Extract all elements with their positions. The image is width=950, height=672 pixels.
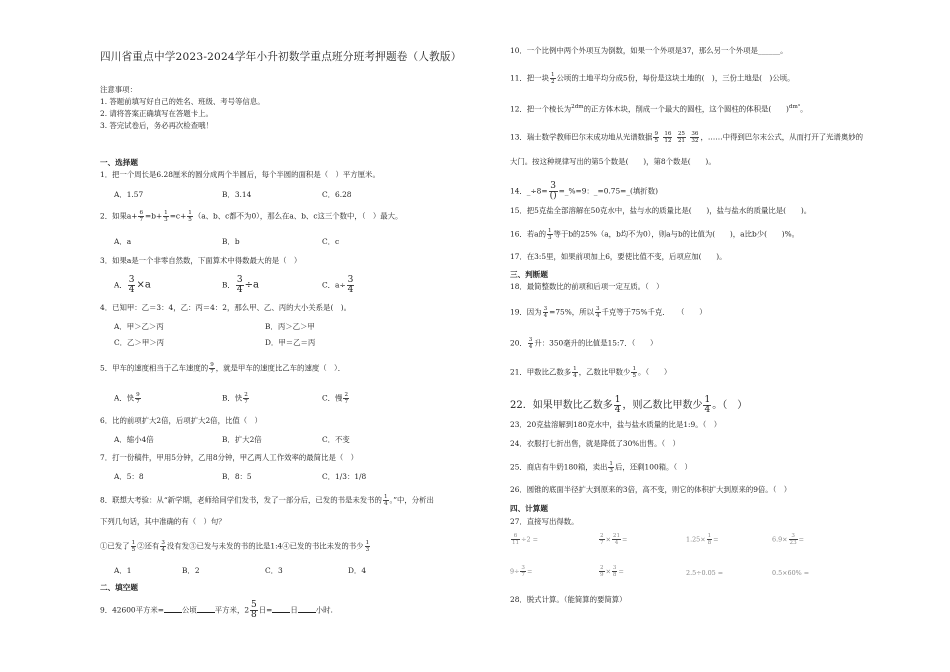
fraction: $\frac{1}{3}$ (609, 461, 613, 474)
q8-option-a[interactable]: A．1 (114, 566, 132, 575)
question-6: 6．比的前项扩大2倍，后项扩大2倍，比值（ ） (100, 416, 262, 425)
q2-option-c[interactable]: C．c (322, 237, 340, 246)
fraction: $\frac{2}{9}$ (600, 565, 604, 578)
fraction: $\frac{6}{7}$ (139, 210, 144, 223)
section-judge: 三、判断题 (510, 270, 548, 279)
q5-option-c[interactable]: C．慢 $\frac{2}{7}$ (322, 392, 348, 405)
q8-option-c[interactable]: C．3 (265, 566, 283, 575)
fraction: $\frac{1}{4}$ (704, 395, 711, 415)
fraction: $\frac{3}{4}$ (528, 337, 533, 350)
q4-option-b[interactable]: B．丙＞乙＞甲 (265, 322, 315, 331)
question-20: 20． $\frac{3}{4}$ 升：350毫升的比值是15:7．（ ） (510, 337, 658, 350)
answer-blank[interactable] (164, 605, 182, 613)
calc-item: $\frac{2}{7}$ × $\frac{21}{4}$ = (600, 533, 628, 546)
q2-text: =b+ (145, 211, 163, 221)
question-12: 12．把一个棱长为$^{2dm}$的正方体木块，削成一个最大的圆柱，这个圆柱的体积是( )$^{dm^3}$。 (510, 104, 808, 114)
question-4: 4．已知甲：乙＝3：4，乙：丙＝4：2，那么甲、乙、丙的大小关系是( )。 (100, 303, 351, 312)
question-19: 19．因为 $\frac{3}{4}$ =75%，所以 $\frac{3}{4}$ 千克等于75%千克． （ ） (510, 306, 707, 319)
fraction: $\frac{25}{21}$ (677, 131, 685, 144)
q6-option-b[interactable]: B．扩大2倍 (222, 435, 262, 444)
question-7: 7．打一份稿件，甲用5分钟，乙用8分钟，甲乙两人工作效率的最简比是（ ） (100, 453, 359, 462)
fraction: $\frac{1}{4}$ (614, 395, 621, 415)
fraction: $\frac{36}{32}$ (691, 131, 699, 144)
fraction: $\frac{1}{5}$ (188, 210, 192, 223)
fraction: $\frac{16}{12}$ (664, 131, 672, 144)
section-calc: 四、计算题 (510, 504, 548, 513)
fraction: $\frac{3}{()}$ (549, 181, 557, 201)
right-column (510, 0, 910, 672)
q3-option-c[interactable]: C．a÷ $\frac{3}{4}$ (322, 275, 354, 295)
fraction: $\frac{1}{4}$ (573, 366, 577, 379)
q3-option-b[interactable]: B． $\frac{3}{4}$ ÷a (222, 275, 259, 295)
question-14: 14．_÷8= $\frac{3}{()}$ =_%=9：_=0.75=_(填折数) (510, 181, 658, 201)
q13-line-2: 大门。按这种规律写出的第5个数是( )，第8个数是( )。 (510, 157, 716, 166)
question-13: 13．瑞士数学教师巴尔末成功地从光谱数据 $\frac{9}{5}$ $\frac{16}{12}$ $\frac{25}{21}$ $\frac{36}{32}$ ，……中得到巴尔末公式，从而打开了光谱奥妙的 (510, 131, 864, 144)
fraction: $\frac{6}{11}$ (512, 533, 520, 546)
question-10: 10．一个比例中两个外项互为倒数，如果一个外项是37，那么另一个外项是______。 (510, 46, 788, 55)
q1-option-c[interactable]: C．6.28 (322, 190, 352, 199)
calc-item: 0.5×60% = (772, 569, 810, 577)
answer-blank[interactable] (197, 605, 215, 613)
fraction: $\frac{3}{4}$ (128, 275, 135, 295)
q4-option-a[interactable]: A．甲＞乙＞丙 (114, 322, 164, 331)
fraction: $\frac{5}{8}$ (251, 600, 257, 620)
fraction: $\frac{3}{8}$ (612, 565, 617, 578)
fraction: $\frac{3}{23}$ (789, 533, 797, 546)
q5-option-a[interactable]: A．快 $\frac{9}{7}$ (114, 392, 140, 405)
notice-heading: 注意事项： (100, 85, 137, 94)
question-3: 3．如果a是一个非零自然数，下面算术中得数最大的是（ ） (100, 256, 302, 265)
question-23: 23．20克盐溶解到180克水中，盐与盐水质量的比是1:9。（ ） (510, 420, 722, 429)
left-column (100, 0, 495, 672)
q2-text: 2．如果a+ (100, 211, 138, 221)
q1-option-a[interactable]: A．1.57 (114, 190, 144, 199)
q2-option-a[interactable]: A．a (114, 237, 132, 246)
q8-option-d[interactable]: D．4 (348, 566, 367, 575)
fraction: $\frac{2}{7}$ (344, 392, 348, 405)
q1-option-b[interactable]: B．3.14 (222, 190, 252, 199)
fraction: $\frac{21}{4}$ (612, 533, 621, 546)
question-16: 16．若a的 $\frac{1}{3}$ 等于b的25%（a，b均不为0），则a与b的比值为( )，a比b少( )%。 (510, 228, 800, 241)
question-28: 28．脱式计算。（能简算的要简算） (510, 595, 627, 604)
q5-option-b[interactable]: B．快 $\frac{2}{7}$ (222, 392, 248, 405)
q4-option-c[interactable]: C．乙＞甲＞丙 (114, 338, 164, 347)
q7-option-b[interactable]: B．8：5 (222, 472, 252, 481)
q7-option-c[interactable]: C．1/3：1/8 (322, 472, 367, 481)
fraction: $\frac{2}{7}$ (600, 533, 604, 546)
question-8: 8．联想大考验：从“新学期，老师给同学们发书，发了一部分后，已发的书是未发书的 $\frac{1}{4}$ 。”中，分析出 (100, 494, 434, 507)
fraction: $\frac{3}{4}$ (161, 540, 165, 553)
question-18: 18．最简整数比的前项和后项一定互质。（ ） (510, 282, 664, 291)
fraction: $\frac{9}{7}$ (136, 392, 140, 405)
fraction: $\frac{9}{5}$ (654, 131, 658, 144)
fraction: $\frac{1}{2}$ (550, 72, 555, 85)
q6-option-a[interactable]: A．缩小4倍 (114, 435, 154, 444)
notice-item: 3. 答完试卷后，务必再次检查哦！ (100, 121, 213, 130)
question-25: 25．商店有牛奶180箱，卖出 $\frac{1}{3}$ 后，还剩100箱。（ ） (510, 461, 692, 474)
question-22: 22．如果甲数比乙数多 $\frac{1}{4}$ ，则乙数比甲数少 $\frac{1}{4}$ 。（ ） (510, 395, 748, 415)
calc-item: 2.5÷0.05 = (686, 569, 724, 577)
q8-option-b[interactable]: B．2 (182, 566, 200, 575)
q6-option-c[interactable]: C．不变 (322, 435, 350, 444)
q4-option-d[interactable]: D．甲＝乙＝丙 (265, 338, 316, 347)
calc-item: $\frac{2}{9}$ × $\frac{3}{8}$ = (600, 565, 624, 578)
fraction: $\frac{3}{4}$ (236, 275, 243, 295)
q7-option-a[interactable]: A．5：8 (114, 472, 144, 481)
calc-item: $\frac{6}{11}$ ÷2 = (512, 533, 538, 546)
answer-blank[interactable] (272, 605, 290, 613)
question-27: 27．直接写出得数。 (510, 517, 579, 526)
calc-item: 9÷ $\frac{3}{7}$ = (510, 565, 533, 578)
fraction: $\frac{1}{3}$ (365, 540, 370, 553)
question-21: 21．甲数比乙数多 $\frac{1}{4}$ ，乙数比甲数少 $\frac{1}{5}$ 。（ ） (510, 366, 672, 379)
q2-option-b[interactable]: B．b (222, 237, 240, 246)
question-24: 24．衣服打七折出售，就是降低了30%出售。（ ） (510, 439, 680, 448)
fraction: $\frac{1}{3}$ (547, 228, 552, 241)
fraction: $\frac{1}{5}$ (131, 540, 136, 553)
fraction: $\frac{1}{5}$ (632, 366, 637, 379)
q3-option-a[interactable]: A． $\frac{3}{4}$ ×a (114, 275, 151, 295)
page-title: 四川省重点中学2023-2024学年小升初数学重点班分班考押题卷（人教版） (100, 51, 462, 63)
q8-line-2: 下列几句话，其中准确的有（ ）句？ (100, 517, 226, 526)
calc-item: 6.9× $\frac{3}{23}$ = (772, 533, 805, 546)
question-2 (100, 210, 402, 223)
question-5: 5．甲车的速度相当于乙车速度的 $\frac{9}{7}$ ，就是甲车的速度比乙车的速度（ ）． (100, 362, 346, 375)
fraction: $\frac{2}{7}$ (244, 392, 248, 405)
section-fill: 二、填空题 (100, 583, 138, 592)
fraction: $\frac{1}{8}$ (707, 533, 712, 546)
fraction: $\frac{3}{4}$ (595, 306, 600, 319)
question-26: 26．圆锥的底面半径扩大到原来的3倍，高不变，则它的体积扩大到原来的9倍。（ ） (510, 485, 792, 494)
notice-item: 1. 答题前填写好自己的姓名、班级、考号等信息。 (100, 97, 265, 106)
fraction: $\frac{3}{4}$ (347, 275, 354, 295)
fraction: $\frac{3}{7}$ (521, 565, 525, 578)
q8-line-3: ①已发了 $\frac{1}{5}$ ②还有 $\frac{3}{4}$ 没有发③已发与未发的书的比是1:4④已发的书比未发的书少 $\frac{1}{3}$ (100, 540, 370, 553)
fraction: $\frac{1}{3}$ (164, 210, 168, 223)
fraction: $\frac{1}{4}$ (383, 494, 388, 507)
q2-text: =c+ (169, 211, 187, 221)
fraction: $\frac{3}{4}$ (543, 306, 548, 319)
question-11: 11．把一块 $\frac{1}{2}$ 公顷的土地平均分成5份，每份是这块土地的( )，三份土地是( )公顷。 (510, 72, 795, 85)
section-choice: 一、选择题 (100, 158, 138, 167)
question-17: 17．在3:5里，如果前项加上6，要使比值不变，后项应加( )。 (510, 252, 727, 261)
q2-text: （a、b、c都不为0），那么在a、b、c这三个数中，（ ）最大。 (193, 211, 403, 221)
question-15: 15．把5克盐全部溶解在50克水中，盐与水的质量比是( )，盐与盐水的质量比是( )。 (510, 206, 812, 215)
question-9: 9．42600平方米= 公顷 平方米，2 $\frac{5}{8}$ 日= 日 小时. (100, 600, 333, 620)
answer-blank[interactable] (298, 605, 316, 613)
question-1: 1．把一个周长是6.28厘米的圆分成两个半圆后，每个半圆的面积是（ ）平方厘米。 (100, 170, 380, 179)
calc-item: 1.25× $\frac{1}{8}$ = (686, 533, 719, 546)
notice-item: 2. 请将答案正确填写在答题卡上。 (100, 109, 213, 118)
fraction: $\frac{9}{7}$ (210, 362, 214, 375)
